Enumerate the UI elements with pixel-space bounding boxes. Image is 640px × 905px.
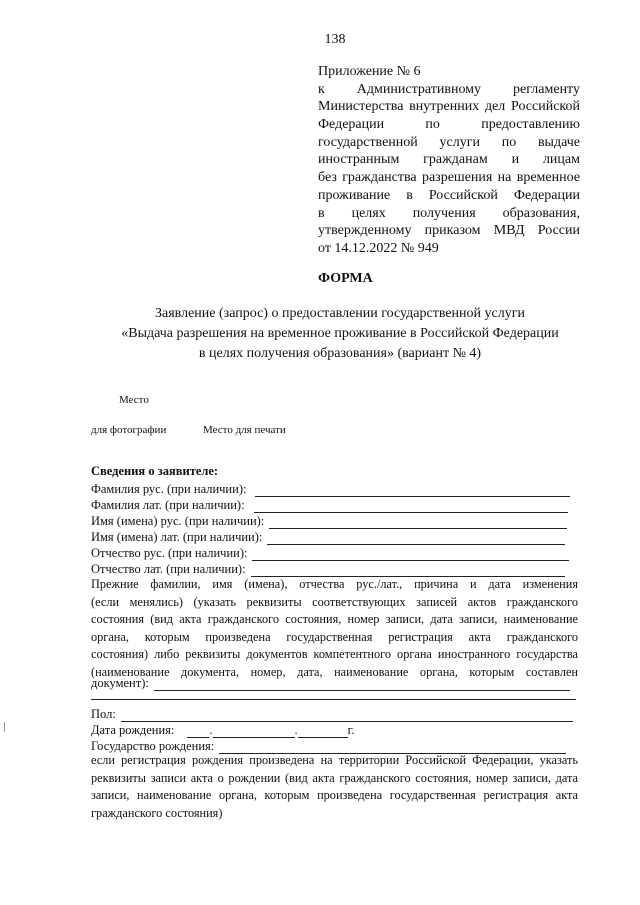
surname-ru-field[interactable]	[91, 481, 570, 497]
appendix-line: утвержденному приказом МВД России	[318, 223, 580, 239]
appendix-line: к Административному регламенту	[318, 81, 580, 97]
instruction-line: Прежние фамилии, имя (имена), отчества рус./лат., причина и дата изменения	[91, 577, 578, 591]
applicant-heading: Сведения о заявителе:	[91, 464, 219, 478]
year-suffix: г.	[347, 723, 355, 737]
appendix-line: без гражданства разрешения на временное	[318, 170, 580, 186]
field-label: Отчество лат. (при наличии):	[91, 562, 246, 576]
photo-place-label: Место	[119, 394, 149, 406]
field-label: Пол:	[91, 707, 116, 721]
field-label: Фамилия рус. (при наличии):	[91, 482, 247, 496]
birth-month-input[interactable]	[213, 726, 295, 738]
title-line: «Выдача разрешения на временное проживание в Российской Федерации	[121, 326, 559, 341]
instruction-line: если регистрация рождения произведена на территории Российской Федерации, указать	[91, 753, 578, 767]
input-line[interactable]	[154, 678, 570, 691]
input-line[interactable]	[254, 500, 568, 513]
surname-lat-field[interactable]	[91, 497, 568, 513]
field-label: Имя (имена) лат. (при наличии):	[91, 530, 263, 544]
input-line[interactable]	[269, 516, 567, 529]
field-label: Отчество рус. (при наличии):	[91, 546, 248, 560]
field-label: документ):	[91, 676, 149, 690]
instruction-line: состояния) либо реквизиты документов компетентного органа иностранного государства	[91, 647, 578, 662]
stamp-place-label: Место для печати	[203, 424, 286, 436]
instruction-line: органа, которым произведена государственная регистрация акта гражданского	[91, 629, 578, 644]
patronymic-ru-field[interactable]	[91, 545, 569, 561]
document-title	[80, 304, 600, 364]
form-label: ФОРМА	[318, 271, 373, 286]
appendix-line: иностранным гражданам и лицам	[318, 152, 580, 168]
page-number: 138	[324, 32, 346, 47]
title-line: в целях получения образования» (вариант № 4)	[198, 346, 482, 361]
instruction-line: состояния (вид акта гражданского состояния, номер записи, дата записи, наименование	[91, 612, 578, 627]
blank-line[interactable]	[91, 699, 576, 700]
instruction-line: реквизиты записи акта о рождении (вид акта гражданского состояния, номер записи, дата	[91, 770, 578, 785]
birth-record-instructions	[91, 752, 578, 822]
date-separator: .	[209, 723, 213, 737]
instruction-line: (наименование документа, номер, дата, наименование органа, которым составлен	[91, 664, 578, 679]
appendix-header	[318, 63, 580, 258]
patronymic-lat-field[interactable]	[91, 561, 565, 577]
appendix-line: Приложение № 6	[318, 64, 421, 79]
instruction-line: записи, наименование органа, которым произведена государственная регистрация акта	[91, 788, 578, 803]
birth-year-input[interactable]	[298, 726, 348, 738]
birth-date-field[interactable]	[91, 722, 354, 738]
instruction-line: гражданского состояния)	[91, 805, 223, 820]
input-line[interactable]	[267, 532, 565, 545]
birth-day-input[interactable]	[187, 726, 209, 738]
name-ru-field[interactable]	[91, 513, 567, 529]
appendix-line: Министерства внутренних дел Российской	[318, 99, 580, 115]
field-label: Имя (имена) рус. (при наличии):	[91, 514, 265, 528]
input-line[interactable]	[255, 484, 570, 497]
appendix-line: в целях получения образования,	[318, 205, 580, 221]
title-line: Заявление (запрос) о предоставлении государственной услуги	[155, 306, 525, 321]
appendix-line: государственной услуги по выдаче	[318, 134, 580, 150]
appendix-line: от 14.12.2022 № 949	[318, 240, 439, 256]
sex-field[interactable]	[91, 706, 573, 722]
previous-names-instructions	[91, 576, 578, 682]
field-label: Фамилия лат. (при наличии):	[91, 498, 245, 512]
field-label: Дата рождения:	[91, 723, 175, 737]
photo-place-label-2: для фотографии	[91, 424, 167, 436]
instruction-line: (если менялись) (указать реквизиты соответствующих записей актов гражданского	[91, 594, 578, 609]
input-line[interactable]	[252, 548, 569, 561]
field-label: Государство рождения:	[91, 739, 215, 753]
name-lat-field[interactable]	[91, 529, 565, 545]
input-line[interactable]	[121, 709, 573, 722]
appendix-line: Федерации по предоставлению	[318, 117, 580, 133]
scan-artifact	[4, 722, 5, 732]
document-field[interactable]	[91, 675, 570, 691]
date-separator: .	[294, 723, 298, 737]
appendix-line: проживание в Российской Федерации	[318, 187, 580, 203]
